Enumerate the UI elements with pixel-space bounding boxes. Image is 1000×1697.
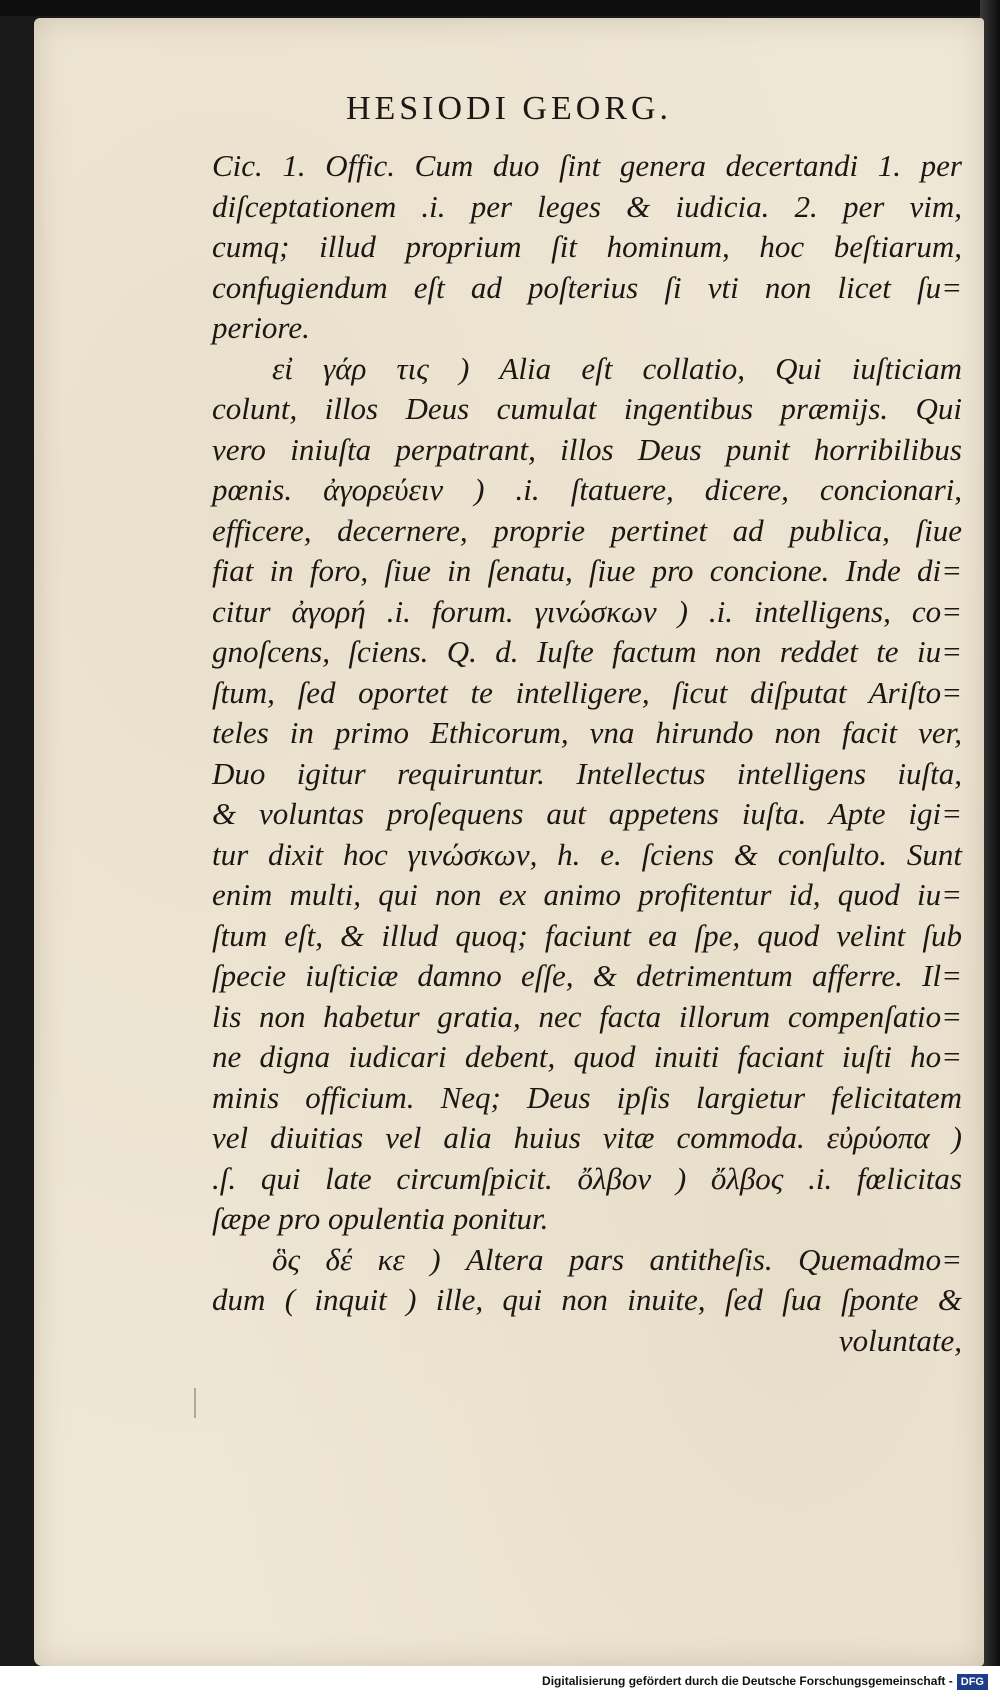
text-line: εἰ γάρ τις ) Alia eſt collatio, Qui iuſticiam: [272, 350, 962, 386]
text-line: pœnis. ἀγορεύειν ) .i. ſtatuere, dicere, concionari,: [212, 472, 962, 507]
dfg-logo: DFG: [957, 1674, 988, 1690]
text-line: citur ἀγορή .i. forum. γινώσκων ) .i. intelligens, co=: [212, 593, 962, 629]
text-line: teles in primo Ethicorum, vna hirundo non facit ver,: [212, 715, 962, 750]
text-line: ſtum eſt, & illud quoq; faciunt ea ſpe, quod velint ſub: [212, 917, 962, 953]
text-line: diſceptationem .i. per leges & iudicia. 2. per vim,: [212, 188, 962, 224]
text-line: Cic. 1. Offic. Cum duo ſint genera decertandi 1. per: [212, 148, 962, 183]
text-line: colunt, illos Deus cumulat ingentibus præmijs. Qui: [212, 391, 962, 426]
catchword: voluntate,: [838, 1322, 962, 1358]
text-line: gnoſcens, ſciens. Q. d. Iuſte factum non reddet te iu=: [212, 634, 962, 669]
running-head: HESIODI GEORG.: [345, 90, 673, 127]
text-line: ſpecie iuſticiæ damno eſſe, & detrimentum afferre. Il=: [212, 958, 962, 993]
text-line: enim multi, qui non ex animo profitentur id, quod iu=: [212, 877, 962, 912]
book-page: [34, 18, 984, 1666]
text-line: .ſ. qui late circumſpicit. ὄλβον ) ὄλβος .i. fœlicitas: [212, 1160, 962, 1196]
text-line: ὃς δέ κε ) Altera pars antitheſis. Quemadmo=: [272, 1241, 962, 1277]
text-line: vero iniuſta perpatrant, illos Deus punit horribilibus: [212, 431, 962, 467]
text-line: fiat in foro, ſiue in ſenatu, ſiue pro concione. Inde di=: [212, 553, 962, 588]
margin-mark: [194, 1388, 196, 1418]
text-line: periore.: [212, 310, 310, 345]
text-line: ſtum, ſed oportet te intelligere, ſicut diſputat Ariſto=: [212, 674, 962, 710]
text-line: ſæpe pro opulentia ponitur.: [212, 1201, 549, 1236]
body-text: [212, 146, 962, 1361]
text-line: lis non habetur gratia, nec facta illorum compenſatio=: [212, 998, 962, 1034]
text-line: efficere, decernere, proprie pertinet ad publica, ſiue: [212, 512, 962, 548]
text-line: ne digna iudicari debent, quod inuiti faciant iuſti ho=: [212, 1039, 962, 1074]
text-line: confugiendum eſt ad poſterius ſi vti non licet ſu=: [212, 269, 962, 305]
scan-top-edge: [0, 0, 1000, 16]
text-line: minis officium. Neq; Deus ipſis largietur felicitatem: [212, 1079, 962, 1115]
text-line: tur dixit hoc γινώσκων, h. e. ſciens & conſulto. Sunt: [212, 836, 962, 872]
text-line: vel diuitias vel alia huius vitæ commoda. εὐρύοπα ): [212, 1120, 962, 1155]
text-line: cumq; illud proprium ſit hominum, hoc beſtiarum,: [212, 229, 962, 264]
digitization-footer: [0, 1666, 1000, 1697]
text-line: dum ( inquit ) ille, qui non inuite, ſed ſua ſponte &: [212, 1282, 962, 1317]
text-line: Duo igitur requiruntur. Intellectus intelligens iuſta,: [212, 755, 962, 791]
footer-text: Digitalisierung gefördert durch die Deutsche Forschungsgemeinschaft -: [542, 1674, 953, 1688]
text-line: & voluntas proſequens aut appetens iuſta. Apte igi=: [212, 796, 962, 831]
